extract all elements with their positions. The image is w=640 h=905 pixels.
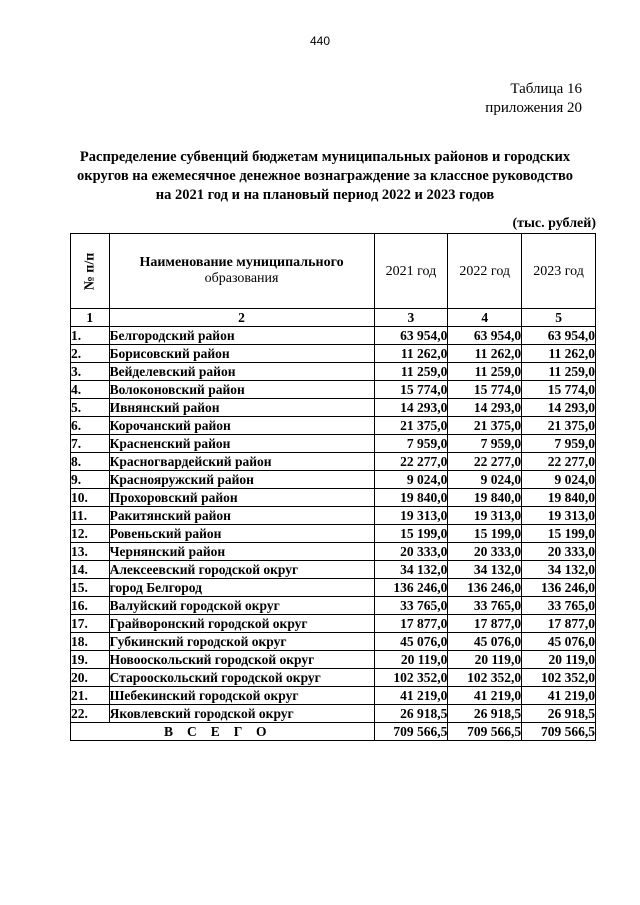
row-name: Корочанский район (109, 417, 374, 435)
row-value-2022: 136 246,0 (448, 579, 522, 597)
total-row (71, 723, 596, 741)
row-name: Новооскольский городской округ (109, 651, 374, 669)
row-value-2023: 136 246,0 (522, 579, 596, 597)
table-row (71, 453, 596, 471)
header-2023: 2023 год (522, 234, 596, 309)
header-num (71, 234, 110, 309)
row-value-2023: 19 313,0 (522, 507, 596, 525)
table-row (71, 669, 596, 687)
row-number: 21. (71, 687, 110, 705)
column-number: 4 (448, 309, 522, 327)
table-row (71, 543, 596, 561)
column-number: 1 (71, 309, 110, 327)
row-number: 5. (71, 399, 110, 417)
row-value-2021: 22 277,0 (374, 453, 448, 471)
row-value-2022: 19 840,0 (448, 489, 522, 507)
header-name-line2: образования (204, 271, 279, 286)
total-label: ВСЕГО (71, 723, 375, 741)
row-number: 1. (71, 327, 110, 345)
table-row (71, 687, 596, 705)
row-value-2022: 17 877,0 (448, 615, 522, 633)
row-value-2021: 11 259,0 (374, 363, 448, 381)
row-number: 20. (71, 669, 110, 687)
table-row (71, 327, 596, 345)
table-row (71, 381, 596, 399)
total-2023: 709 566,5 (522, 723, 596, 741)
row-value-2023: 7 959,0 (522, 435, 596, 453)
row-value-2023: 11 259,0 (522, 363, 596, 381)
row-value-2022: 9 024,0 (448, 471, 522, 489)
column-number: 3 (374, 309, 448, 327)
row-number: 6. (71, 417, 110, 435)
row-value-2022: 15 199,0 (448, 525, 522, 543)
row-number: 8. (71, 453, 110, 471)
row-value-2022: 34 132,0 (448, 561, 522, 579)
row-value-2023: 33 765,0 (522, 597, 596, 615)
row-value-2022: 63 954,0 (448, 327, 522, 345)
row-number: 15. (71, 579, 110, 597)
table-row (71, 417, 596, 435)
row-value-2023: 21 375,0 (522, 417, 596, 435)
row-value-2021: 7 959,0 (374, 435, 448, 453)
row-name: Валуйский городской округ (109, 597, 374, 615)
row-number: 12. (71, 525, 110, 543)
row-value-2021: 15 774,0 (374, 381, 448, 399)
table-row (71, 615, 596, 633)
row-number: 10. (71, 489, 110, 507)
row-value-2021: 19 313,0 (374, 507, 448, 525)
row-name: Грайворонский городской округ (109, 615, 374, 633)
row-value-2021: 20 119,0 (374, 651, 448, 669)
row-value-2023: 19 840,0 (522, 489, 596, 507)
row-value-2022: 14 293,0 (448, 399, 522, 417)
row-name: Алексеевский городской округ (109, 561, 374, 579)
row-number: 7. (71, 435, 110, 453)
row-number: 18. (71, 633, 110, 651)
table-row (71, 633, 596, 651)
table-row (71, 561, 596, 579)
row-value-2021: 26 918,5 (374, 705, 448, 723)
row-value-2023: 45 076,0 (522, 633, 596, 651)
row-number: 2. (71, 345, 110, 363)
row-value-2023: 34 132,0 (522, 561, 596, 579)
header-2021: 2021 год (374, 234, 448, 309)
table-row (71, 705, 596, 723)
row-value-2021: 15 199,0 (374, 525, 448, 543)
row-name: Красненский район (109, 435, 374, 453)
row-value-2023: 15 774,0 (522, 381, 596, 399)
subventions-table (70, 233, 596, 741)
row-number: 3. (71, 363, 110, 381)
row-value-2022: 41 219,0 (448, 687, 522, 705)
row-name: Ивнянский район (109, 399, 374, 417)
row-value-2022: 19 313,0 (448, 507, 522, 525)
row-value-2021: 33 765,0 (374, 597, 448, 615)
row-name: Старооскольский городской округ (109, 669, 374, 687)
table-row (71, 597, 596, 615)
row-name: Борисовский район (109, 345, 374, 363)
row-value-2022: 45 076,0 (448, 633, 522, 651)
row-number: 14. (71, 561, 110, 579)
row-value-2022: 21 375,0 (448, 417, 522, 435)
row-name: Губкинский городской округ (109, 633, 374, 651)
table-row (71, 345, 596, 363)
total-2022: 709 566,5 (448, 723, 522, 741)
column-number: 5 (522, 309, 596, 327)
row-number: 19. (71, 651, 110, 669)
row-name: Чернянский район (109, 543, 374, 561)
row-number: 17. (71, 615, 110, 633)
row-value-2023: 102 352,0 (522, 669, 596, 687)
row-value-2022: 15 774,0 (448, 381, 522, 399)
row-value-2021: 19 840,0 (374, 489, 448, 507)
row-value-2023: 9 024,0 (522, 471, 596, 489)
row-value-2022: 20 119,0 (448, 651, 522, 669)
row-value-2022: 33 765,0 (448, 597, 522, 615)
row-value-2022: 7 959,0 (448, 435, 522, 453)
row-number: 4. (71, 381, 110, 399)
row-value-2023: 26 918,5 (522, 705, 596, 723)
row-value-2023: 15 199,0 (522, 525, 596, 543)
row-value-2021: 136 246,0 (374, 579, 448, 597)
row-value-2022: 26 918,5 (448, 705, 522, 723)
row-number: 16. (71, 597, 110, 615)
row-value-2023: 63 954,0 (522, 327, 596, 345)
row-value-2023: 20 119,0 (522, 651, 596, 669)
title-line2: округов на ежемесячное денежное вознаграждение за классное руководство (76, 168, 574, 184)
page-number: 440 (309, 34, 331, 48)
table-row (71, 435, 596, 453)
table-row (71, 489, 596, 507)
row-name: Вейделевский район (109, 363, 374, 381)
row-value-2021: 20 333,0 (374, 543, 448, 561)
row-value-2021: 9 024,0 (374, 471, 448, 489)
column-number: 2 (109, 309, 374, 327)
row-value-2022: 11 262,0 (448, 345, 522, 363)
units-label: (тыс. рублей) (512, 216, 596, 231)
row-name: Красногвардейский район (109, 453, 374, 471)
row-value-2023: 17 877,0 (522, 615, 596, 633)
row-value-2021: 21 375,0 (374, 417, 448, 435)
row-value-2022: 102 352,0 (448, 669, 522, 687)
row-name: Белгородский район (109, 327, 374, 345)
row-value-2023: 22 277,0 (522, 453, 596, 471)
row-value-2021: 11 262,0 (374, 345, 448, 363)
header-name-line1: Наименование муниципального (139, 255, 344, 270)
table-ref-line2: приложения 20 (485, 100, 582, 116)
row-value-2021: 45 076,0 (374, 633, 448, 651)
header-2022: 2022 год (448, 234, 522, 309)
row-value-2021: 41 219,0 (374, 687, 448, 705)
table-reference (485, 80, 582, 118)
row-value-2022: 11 259,0 (448, 363, 522, 381)
row-value-2021: 102 352,0 (374, 669, 448, 687)
row-number: 9. (71, 471, 110, 489)
title-line1: Распределение субвенций бюджетам муниципальных районов и городских (79, 149, 571, 165)
table-row (71, 651, 596, 669)
row-value-2023: 11 262,0 (522, 345, 596, 363)
row-number: 13. (71, 543, 110, 561)
row-number: 22. (71, 705, 110, 723)
header-num-label: № п/п (82, 252, 98, 290)
row-name: Ровеньский район (109, 525, 374, 543)
row-value-2023: 20 333,0 (522, 543, 596, 561)
row-value-2021: 34 132,0 (374, 561, 448, 579)
title-line3: на 2021 год и на плановый период 2022 и 2023 годов (155, 187, 495, 203)
row-value-2023: 14 293,0 (522, 399, 596, 417)
row-name: Волоконовский район (109, 381, 374, 399)
row-value-2023: 41 219,0 (522, 687, 596, 705)
row-value-2021: 63 954,0 (374, 327, 448, 345)
row-value-2022: 20 333,0 (448, 543, 522, 561)
row-name: Прохоровский район (109, 489, 374, 507)
table-row (71, 579, 596, 597)
table-row (71, 399, 596, 417)
row-value-2022: 22 277,0 (448, 453, 522, 471)
document-title (60, 148, 590, 205)
row-name: Краснояружский район (109, 471, 374, 489)
row-name: Шебекинский городской округ (109, 687, 374, 705)
table-ref-line1: Таблица 16 (510, 81, 582, 97)
header-row (71, 234, 596, 309)
table-row (71, 525, 596, 543)
row-name: Ракитянский район (109, 507, 374, 525)
row-name: Яковлевский городской округ (109, 705, 374, 723)
table-row (71, 363, 596, 381)
table-row (71, 471, 596, 489)
table-row (71, 507, 596, 525)
row-number: 11. (71, 507, 110, 525)
row-value-2021: 17 877,0 (374, 615, 448, 633)
row-name: город Белгород (109, 579, 374, 597)
column-number-row (71, 309, 596, 327)
total-2021: 709 566,5 (374, 723, 448, 741)
header-name (109, 234, 374, 309)
row-value-2021: 14 293,0 (374, 399, 448, 417)
